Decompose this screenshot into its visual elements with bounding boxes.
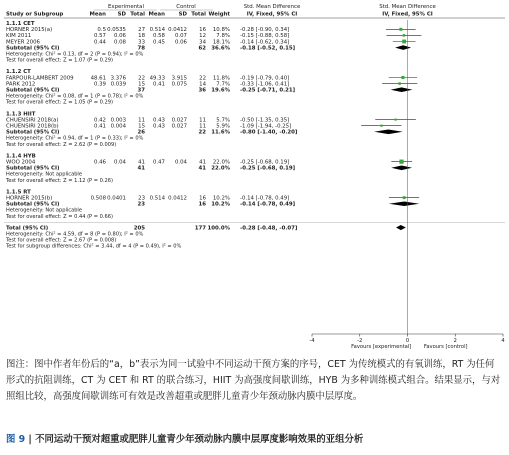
- effect-ci: -0.28 [-0.48, -0.07]: [240, 225, 298, 232]
- effect-ci: -0.14 [-0.78, 0.49]: [240, 201, 296, 208]
- total-exp: 78: [137, 45, 145, 52]
- total-exp: 26: [137, 129, 145, 136]
- mean-exp: 0.42: [93, 117, 106, 124]
- weight: 22.0%: [211, 165, 230, 172]
- sd-exp: 3.376: [110, 75, 126, 82]
- mean-ctl: 0.43: [152, 123, 165, 130]
- header-mean-exp: Mean: [89, 11, 106, 18]
- figure-caption: 图 9 | 不同运动干预对超重或肥胖儿童青少年颈动脉内膜中层厚度影响效果的亚组分析: [6, 434, 364, 445]
- total-exp: 15: [138, 123, 145, 130]
- subtotal-diamond: [374, 129, 403, 134]
- mean-exp: 0.46: [93, 159, 106, 166]
- sd-exp: 0.04: [113, 159, 126, 166]
- weight: 5.9%: [216, 123, 230, 130]
- effect-ci: -0.18 [-0.52, 0.15]: [240, 45, 296, 52]
- total-ctl: 16: [199, 195, 206, 202]
- weight: 7.7%: [216, 81, 230, 88]
- effect-square: [399, 28, 402, 31]
- study-row-label: HORNER 2015(a): [6, 27, 53, 34]
- total-ctl: 12: [199, 33, 206, 40]
- stat-note: Heterogeneity: Not applicable: [6, 171, 82, 178]
- subtotal-diamond: [391, 87, 413, 92]
- weight: 10.2%: [211, 201, 230, 208]
- total-ctl: 16: [198, 201, 206, 208]
- stat-note: Heterogeneity: Chi² = 0.94, df = 1 (P = 0.33); I² = 0%: [6, 135, 144, 142]
- sd-ctl: 3.915: [171, 75, 187, 82]
- mean-ctl: 49.33: [149, 75, 165, 82]
- figure-note: 图注：图中作者年份后的“a，b”表示为同一试验中不同运动干预方案的序号，CET 为传统模式的有氧训练，RT 为任何形式的抗阻训练，CT 为 CET 和 RT 的联合练习，HIIT 为高强度间歇训练，HYB 为多种训练模式组合。结果显示，与对照组比较，高强度间歇训练可有效是改善超重或肥胖儿童青少年颈动脉内膜中层厚度。: [6, 359, 501, 402]
- header-ci-left: IV, Fixed, 95% CI: [246, 11, 298, 18]
- effect-square: [380, 125, 382, 127]
- weight: 19.6%: [211, 87, 230, 94]
- mean-exp: 0.5: [97, 27, 106, 34]
- subtotal-row-label: Subtotal (95% CI): [6, 165, 60, 172]
- subtotal-diamond: [395, 45, 411, 50]
- sd-exp: 0.004: [110, 123, 126, 130]
- subtotal-diamond: [389, 201, 419, 206]
- mean-exp: 0.41: [93, 123, 106, 130]
- stat-note: Heterogeneity: Chi² = 0.08, df = 1 (P = 0.78); I² = 0%: [6, 93, 144, 100]
- effect-ci: -0.80 [-1.40, -0.20]: [240, 129, 298, 136]
- total-ctl: 41: [199, 159, 206, 166]
- total-exp: 23: [137, 201, 145, 208]
- effect-ci: -0.15 [-0.88, 0.58]: [240, 33, 290, 40]
- header-mean-ctl: Mean: [148, 11, 165, 18]
- effect-square: [402, 40, 406, 44]
- weight: 11.8%: [212, 75, 230, 82]
- stat-note: Test for overall effect: Z = 1.07 (P = 0.29): [6, 57, 113, 64]
- sd-ctl: 0.027: [171, 123, 187, 130]
- effect-square: [403, 34, 406, 37]
- effect-square: [399, 160, 403, 164]
- subgroup-heading: 1.1.4 HYB: [6, 153, 36, 160]
- mean-exp: 48.61: [90, 75, 106, 82]
- stat-note: Test for overall effect: Z = 1.05 (P = 0.29): [6, 99, 113, 106]
- total-ctl: 11: [199, 123, 206, 130]
- sd-ctl: 0.075: [171, 81, 187, 88]
- total-exp: 18: [138, 33, 145, 40]
- stat-note: Heterogeneity: Not applicable: [6, 207, 82, 214]
- mean-ctl: 0.47: [152, 159, 165, 166]
- header-ci-right: IV, Fixed, 95% CI: [382, 11, 433, 18]
- header-experimental: Experimental: [108, 4, 144, 10]
- total-ctl: 22: [199, 75, 206, 82]
- mean-ctl: 0.41: [152, 81, 165, 88]
- header-total-exp: Total: [130, 11, 145, 18]
- subtotal-diamond: [391, 165, 412, 170]
- study-row-label: FARPOUR-LAMBERT 2009: [6, 75, 74, 82]
- weight: 5.7%: [216, 117, 230, 124]
- total-ctl: 34: [199, 39, 206, 46]
- subtotal-row-label: Subtotal (95% CI): [6, 201, 60, 208]
- sd-ctl: 0.0412: [168, 27, 187, 34]
- effect-ci: -1.09 [-1.94, -0.25]: [240, 123, 292, 130]
- study-row-label: PARK 2012: [6, 81, 36, 88]
- mean-exp: 0.57: [93, 33, 106, 40]
- sd-exp: 0.003: [110, 117, 126, 124]
- effect-square: [403, 196, 406, 199]
- subtotal-row-label: Subtotal (95% CI): [6, 87, 60, 94]
- weight: 36.6%: [211, 45, 230, 52]
- effect-ci: -0.14 [-0.78, 0.49]: [240, 195, 290, 202]
- effect-ci: -0.33 [-1.06, 0.41]: [240, 81, 290, 88]
- subtotal-row-label: Subtotal (95% CI): [6, 45, 60, 52]
- mean-exp: 0.508: [90, 195, 106, 202]
- mean-exp: 0.44: [93, 39, 106, 46]
- figure-title: 不同运动干预对超重或肥胖儿童青少年颈动脉内膜中层厚度影响效果的亚组分析: [35, 434, 364, 445]
- sd-exp: 0.06: [113, 33, 126, 40]
- total-exp: 205: [133, 225, 145, 232]
- sd-exp: 0.039: [110, 81, 126, 88]
- header-sd-exp: SD: [117, 11, 126, 18]
- subgroup-heading: 1.1.5 RT: [6, 189, 31, 196]
- header-study: Study or Subgroup: [6, 11, 64, 18]
- weight: 100.0%: [207, 225, 230, 232]
- header-control: Control: [176, 4, 196, 10]
- stat-note: Heterogeneity: Chi² = 4.59, df = 8 (P = 0.80); I² = 0%: [6, 231, 144, 238]
- header-weight: Weight: [208, 11, 230, 18]
- mean-ctl: 0.45: [152, 39, 165, 46]
- total-ctl: 177: [194, 225, 206, 232]
- sd-ctl: 0.04: [174, 159, 187, 166]
- weight: 11.6%: [211, 129, 230, 136]
- effect-ci: -0.19 [-0.79, 0.40]: [240, 75, 290, 82]
- sd-ctl: 0.07: [174, 33, 187, 40]
- x-tick-label: -4: [309, 338, 315, 344]
- effect-ci: -0.28 [-0.90, 0.34]: [240, 27, 290, 34]
- total-row-label: Total (95% CI): [6, 225, 49, 232]
- header-smd-left: Std. Mean Difference: [243, 4, 301, 10]
- total-ctl: 14: [199, 81, 206, 88]
- x-tick-label: 4: [501, 338, 505, 344]
- x-tick-label: 2: [453, 338, 457, 344]
- total-ctl: 62: [198, 45, 206, 52]
- subgroup-heading: 1.1.1 CET: [6, 21, 35, 27]
- study-row-label: CHUENSIRI 2018(a): [6, 117, 59, 124]
- mean-ctl: 0.43: [152, 117, 165, 124]
- stat-note: Test for subgroup differences: Chi² = 3.44, df = 4 (P = 0.49), I² = 0%: [6, 243, 182, 250]
- header-total-ctl: Total: [191, 11, 206, 18]
- sd-ctl: 0.027: [171, 117, 187, 124]
- weight: 10.2%: [212, 195, 230, 202]
- study-row-label: MEYER 2006: [6, 39, 40, 46]
- mean-ctl: 0.514: [149, 195, 165, 202]
- subgroup-heading: 1.1.3 HIIT: [6, 111, 36, 118]
- sd-ctl: 0.0412: [168, 195, 187, 202]
- figure-label: 图 9: [6, 434, 26, 445]
- weight: 10.8%: [212, 27, 230, 34]
- total-ctl: 41: [198, 165, 206, 172]
- mean-ctl: 0.58: [152, 33, 165, 40]
- total-ctl: 16: [199, 27, 206, 34]
- sd-ctl: 0.06: [174, 39, 187, 46]
- sd-exp: 0.0401: [107, 195, 126, 202]
- total-ctl: 11: [199, 117, 206, 124]
- total-exp: 33: [138, 39, 145, 46]
- effect-ci: -0.25 [-0.71, 0.21]: [240, 87, 296, 94]
- effect-ci: -0.14 [-0.62, 0.34]: [240, 39, 290, 46]
- x-tick-label: -2: [357, 338, 363, 344]
- total-exp: 41: [138, 159, 145, 166]
- effect-square: [398, 82, 400, 84]
- study-row-label: WOO 2004: [6, 159, 36, 166]
- weight: 7.8%: [216, 33, 230, 40]
- total-exp: 11: [138, 117, 145, 124]
- stat-note: Test for overall effect: Z = 1.12 (P = 0.26): [6, 177, 113, 184]
- total-ctl: 36: [198, 87, 206, 94]
- study-row-label: HORNER 2015(b): [6, 195, 53, 202]
- stat-note: Test for overall effect: Z = 0.44 (P = 0.66): [6, 213, 113, 220]
- effect-ci: -0.50 [-1.35, 0.35]: [240, 117, 290, 124]
- effect-ci: -0.25 [-0.68, 0.19]: [240, 165, 296, 172]
- total-exp: 22: [138, 75, 145, 82]
- mean-exp: 0.39: [93, 81, 106, 88]
- stat-note: Test for overall effect: Z = 2.67 (P = 0.008): [6, 237, 117, 244]
- total-exp: 41: [137, 165, 145, 172]
- study-row-label: KIM 2011: [6, 33, 32, 40]
- subtotal-row-label: Subtotal (95% CI): [6, 129, 60, 136]
- stat-note: Heterogeneity: Chi² = 0.13, df = 2 (P = 0.94); I² = 0%: [6, 51, 144, 58]
- total-ctl: 22: [198, 129, 206, 136]
- effect-ci: -0.25 [-0.68, 0.19]: [240, 159, 290, 166]
- total-exp: 37: [137, 87, 145, 94]
- total-exp: 27: [138, 27, 145, 34]
- study-row-label: CHUENSIRI 2018(b): [6, 123, 59, 130]
- weight: 22.0%: [212, 159, 230, 166]
- x-tick-label: 0: [405, 338, 410, 344]
- stat-note: Test for overall effect: Z = 2.62 (P = 0.009): [6, 141, 117, 148]
- weight: 18.1%: [212, 39, 230, 46]
- effect-square: [394, 119, 396, 121]
- mean-ctl: 0.514: [149, 27, 165, 34]
- sd-exp: 0.0535: [107, 27, 126, 34]
- header-sd-ctl: SD: [178, 11, 187, 18]
- header-smd-right: Std. Mean Difference: [379, 4, 436, 10]
- subgroup-heading: 1.1.2 CT: [6, 69, 31, 76]
- total-exp: 15: [138, 81, 145, 88]
- total-diamond: [396, 225, 406, 230]
- effect-square: [401, 76, 404, 79]
- total-exp: 23: [138, 195, 145, 202]
- sd-exp: 0.08: [113, 39, 126, 46]
- favours-control: Favours [control]: [423, 344, 468, 350]
- favours-experimental: Favours [experimental]: [351, 344, 412, 350]
